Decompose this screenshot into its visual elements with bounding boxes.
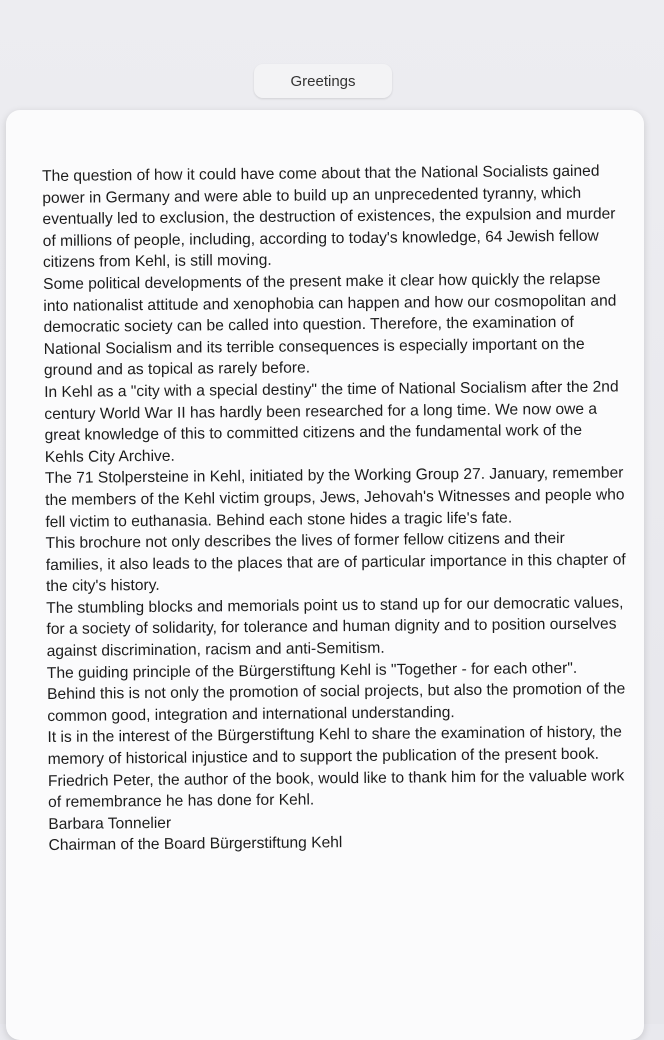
signature-title: Chairman of the Board Bürgerstiftung Kehl: [48, 834, 343, 855]
paragraph: This brochure not only describes the lives of former fellow citizens and their families, it also leads to the places that are of particular importance in this chapter of the city's history.: [45, 530, 626, 596]
paragraph: The 71 Stolpersteine in Kehl, initiated by the Working Group 27. January, remember the members of the Kehl victim groups, Jews, Jehovah's Witnesses and people who fell victim to euthanasia. Behind each stone hides a tragic life's fate.: [44, 464, 625, 531]
page-title-label: Greetings: [290, 72, 356, 90]
paragraph: The guiding principle of the Bürgerstiftung Kehl is "Together - for each other". Behind this is not only the promotion of social projects, but also the promotion of the common good, integration and international understanding.: [46, 659, 626, 725]
paragraph: It is in the interest of the Bürgerstiftung Kehl to share the examination of history, the memory of historical injustice and to support the publication of the present book.: [47, 723, 622, 769]
paragraph: Some political developments of the present make it clear how quickly the relapse into nationalist attitude and xenophobia can happen and how our cosmopolitan and democratic society can be called into question. Therefore, the examination of National Socialism and its terrible consequences is especially important on the ground and as topical as rarely before.: [43, 270, 617, 380]
page-title[interactable]: [254, 64, 392, 98]
paragraph: The stumbling blocks and memorials point us to stand up for our democratic values, for a society of solidarity, for tolerance and human dignity and to position ourselves against discrimination, racism and anti-Semitism.: [46, 594, 624, 661]
document-sheet[interactable]: [6, 110, 644, 1040]
paragraph: Friedrich Peter, the author of the book, would like to thank him for the valuable work of remembrance he has done for Kehl.: [47, 767, 625, 812]
paragraph: In Kehl as a "city with a special destiny" the time of National Socialism after the 2nd century World War II has hardly been researched for a long time. We now owe a great knowledge of this to committed citizens and the fundamental work of the Kehls City Archive.: [44, 378, 619, 466]
document-body: [42, 160, 629, 857]
signature-name: Barbara Tonnelier: [48, 814, 172, 833]
paragraph: The question of how it could have come about that the National Socialists gained power in Germany and were able to build up an unprecedented tyranny, which eventually led to exclusion, the destruction of existences, the expulsion and murder of millions of people, including, according to today's knowledge, 64 Jewish fellow citizens from Kehl, is still moving.: [42, 162, 616, 272]
